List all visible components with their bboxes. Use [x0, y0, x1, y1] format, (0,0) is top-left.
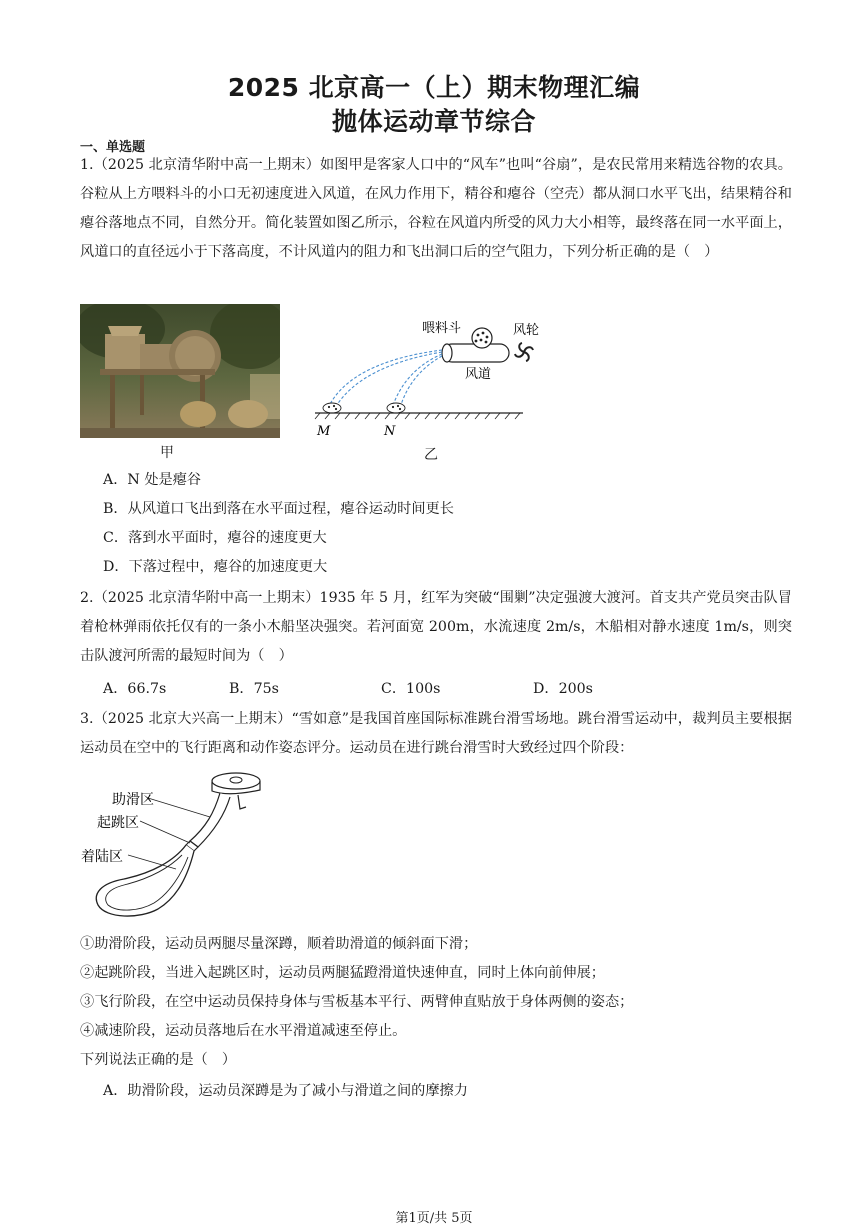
page-title: 2025 北京高一（上）期末物理汇编: [227, 73, 641, 102]
q1-option-d[interactable]: D．下落过程中，瘪谷的加速度更大: [103, 559, 328, 575]
q3-stage-1: ①助滑阶段，运动员两腿尽量深蹲，顺着助滑道的倾斜面下滑；: [80, 936, 478, 952]
landing-zone-label: 着陆区: [81, 849, 123, 865]
q3-stage-2: ②起跳阶段，当进入起跳区时，运动员两腿猛蹬滑道快速伸直，同时上体向前伸展；: [80, 965, 605, 981]
q3-stage-4: ④减速阶段，运动员落地后在水平滑道减速至停止。: [80, 1023, 407, 1039]
question-3-text: 3.（2025 北京大兴高一上期末）“雪如意”是我国首座国际标准跳台滑雪场地。跳台滑雪运动中，裁判员主要根据运动员在空中的飞行距离和动作姿态评分。运动员在进行跳台滑雪时大致经过四个阶段：: [80, 711, 792, 756]
q3-option-a[interactable]: A．助滑阶段，运动员深蹲是为了减小与滑道之间的摩擦力: [103, 1083, 468, 1099]
hopper-label: 喂料斗: [422, 321, 462, 336]
inrun-zone-label: 助滑区: [112, 792, 154, 808]
winnower-diagram: [310, 312, 545, 440]
question-1-text: 1.（2025 北京清华附中高一上期末）如图甲是客家人口中的“风车”也叫“谷扇”，是农民常用来精选谷物的农具。谷粒从上方喂料斗的小口无初速度进入风道，在风力作用下，精谷和瘪谷（空壳）都从洞口水平飞出，结果精谷和瘪谷落地点不同，自然分开。简化装置如图乙所示，谷粒在风道内所受的风力大小相等，最终落在同一水平面上，风道口的直径远小于下落高度，不计风道内的阻力和飞出洞口后的空气阻力，下列分析正确的是（ ）: [80, 157, 792, 260]
page-subtitle: 抛体运动章节综合: [331, 107, 536, 136]
q1-option-a[interactable]: A．N 处是瘪谷: [103, 472, 202, 488]
q2-option-a[interactable]: A．66.7s: [103, 681, 167, 697]
section-label: 一、单选题: [80, 140, 146, 155]
hopper-icon: [472, 328, 492, 348]
point-m-label: M: [317, 424, 331, 439]
q1-option-b[interactable]: B．从风道口飞出到落在水平面过程，瘪谷运动时间更长: [103, 501, 454, 517]
duct-label: 风道: [465, 367, 492, 382]
grain-pile-n: [387, 403, 405, 413]
q3-stage-3: ③飞行阶段，在空中运动员保持身体与雪板基本平行、两臂伸直贴放于身体两侧的姿态；: [80, 994, 634, 1010]
takeoff-zone-label: 起跳区: [97, 815, 139, 831]
question-2-text: 2.（2025 北京清华附中高一上期末）1935 年 5 月，红军为突破“围剿”决定强渡大渡河。首支共产党员突击队冒着枪林弹雨依托仅有的一条小木船坚决强突。若河面宽 200m，水流速度 2m/s，木船相对静水速度 1m/s，则突击队渡河所需的最短时间为（ ）: [80, 590, 792, 664]
page-number: 第1页/共 5页: [395, 1211, 473, 1226]
q2-option-c[interactable]: C．100s: [381, 681, 441, 697]
q2-option-d[interactable]: D．200s: [533, 681, 593, 697]
fan-label: 风轮: [513, 323, 540, 338]
q3-prompt: 下列说法正确的是（ ）: [80, 1052, 237, 1068]
q1-option-c[interactable]: C．落到水平面时，瘪谷的速度更大: [103, 530, 327, 546]
winnower-photo: [80, 304, 280, 438]
fan-wheel-icon: [515, 343, 533, 361]
figure-jia-caption: 甲: [160, 445, 174, 461]
figure-yi-caption: 乙: [424, 447, 438, 463]
q2-option-b[interactable]: B．75s: [229, 681, 279, 697]
ski-jump-diagram: [78, 765, 268, 925]
grain-pile-m: [323, 403, 341, 413]
point-n-label: N: [384, 424, 396, 439]
